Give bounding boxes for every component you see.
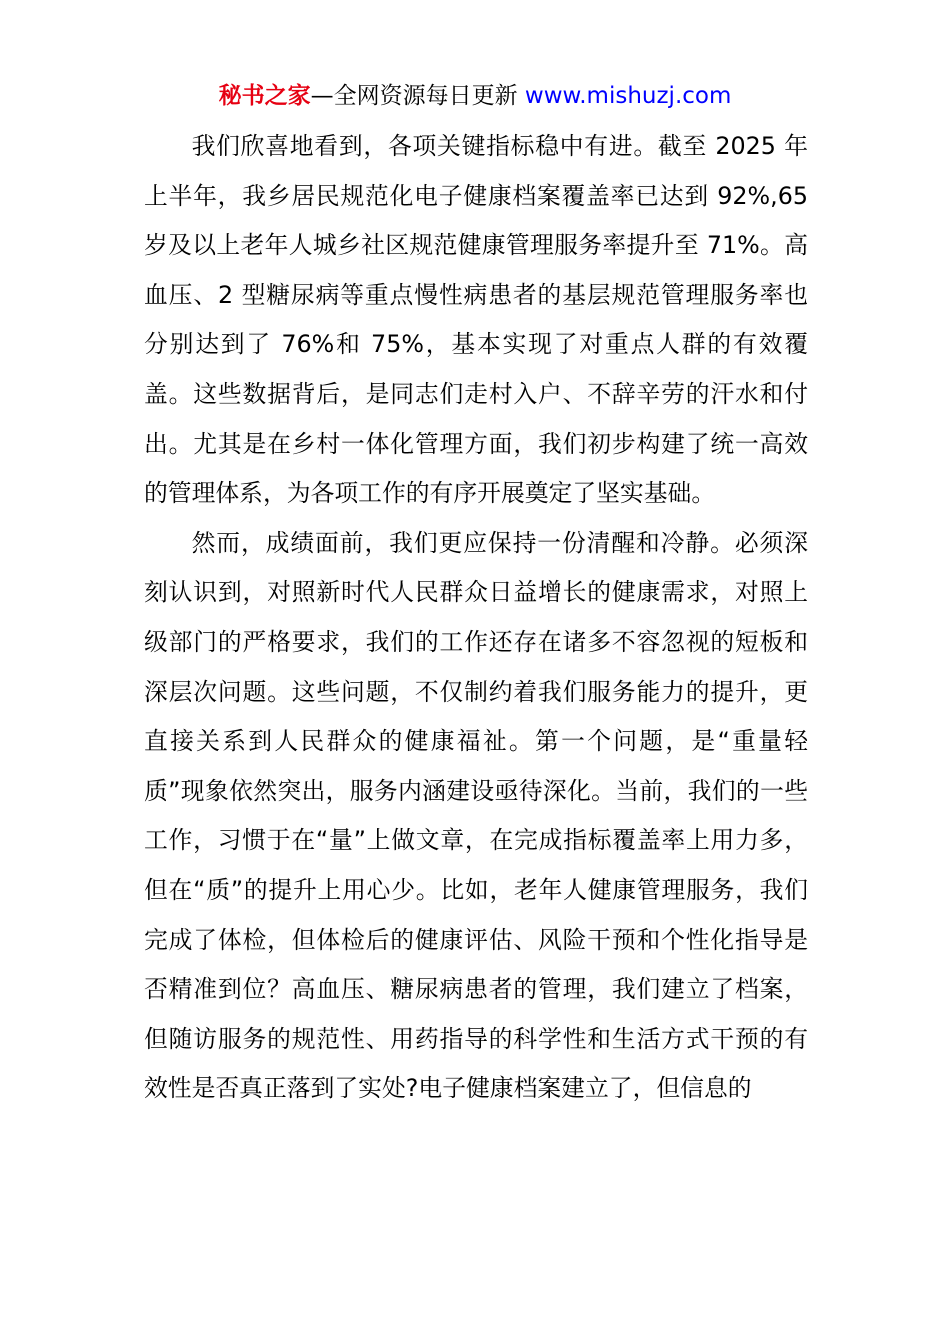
site-url-link[interactable]: www.mishuzj.com bbox=[524, 83, 732, 109]
paragraph-achievements: 我们欣喜地看到，各项关键指标稳中有进。截至 2025 年上半年，我乡居民规范化电子健康档案覆盖率已达到 92%,65 岁及以上老年人城乡社区规范健康管理服务率提升至 71%。高血压、2 型糖尿病等重点慢性病患者的基层规范管理服务率也分别达到了 76%和 75%，基本实现了对重点人群的有效覆盖。这些数据背后，是同志们走村入户、不辞辛劳的汗水和付出。尤其是在乡村一体化管理方面，我们初步构建了统一高效的管理体系，为各项工作的有序开展奠定了坚实基础。 bbox=[144, 132, 808, 508]
site-tagline: —全网资源每日更新 bbox=[310, 83, 525, 109]
paragraph-problems: 然而，成绩面前，我们更应保持一份清醒和冷静。必须深刻认识到，对照新时代人民群众日益增长的健康需求，对照上级部门的严格要求，我们的工作还存在诸多不容忽视的短板和深层次问题。这些问题，不仅制约着我们服务能力的提升，更直接关系到人民群众的健康福祉。第一个问题，是“重量轻质”现象依然突出，服务内涵建设亟待深化。当前，我们的一些工作，习惯于在“量”上做文章，在完成指标覆盖率上用力多，但在“质”的提升上用心少。比如，老年人健康管理服务，我们完成了体检，但体检后的健康评估、风险干预和个性化指导是否精准到位？高血压、糖尿病患者的管理，我们建立了档案，但随访服务的规范性、用药指导的科学性和生活方式干预的有效性是否真正落到了实处?电子健康档案建立了，但信息的 bbox=[144, 528, 808, 1103]
document-body bbox=[144, 122, 808, 1114]
site-header bbox=[0, 80, 950, 112]
site-brand: 秘书之家 bbox=[218, 83, 311, 109]
